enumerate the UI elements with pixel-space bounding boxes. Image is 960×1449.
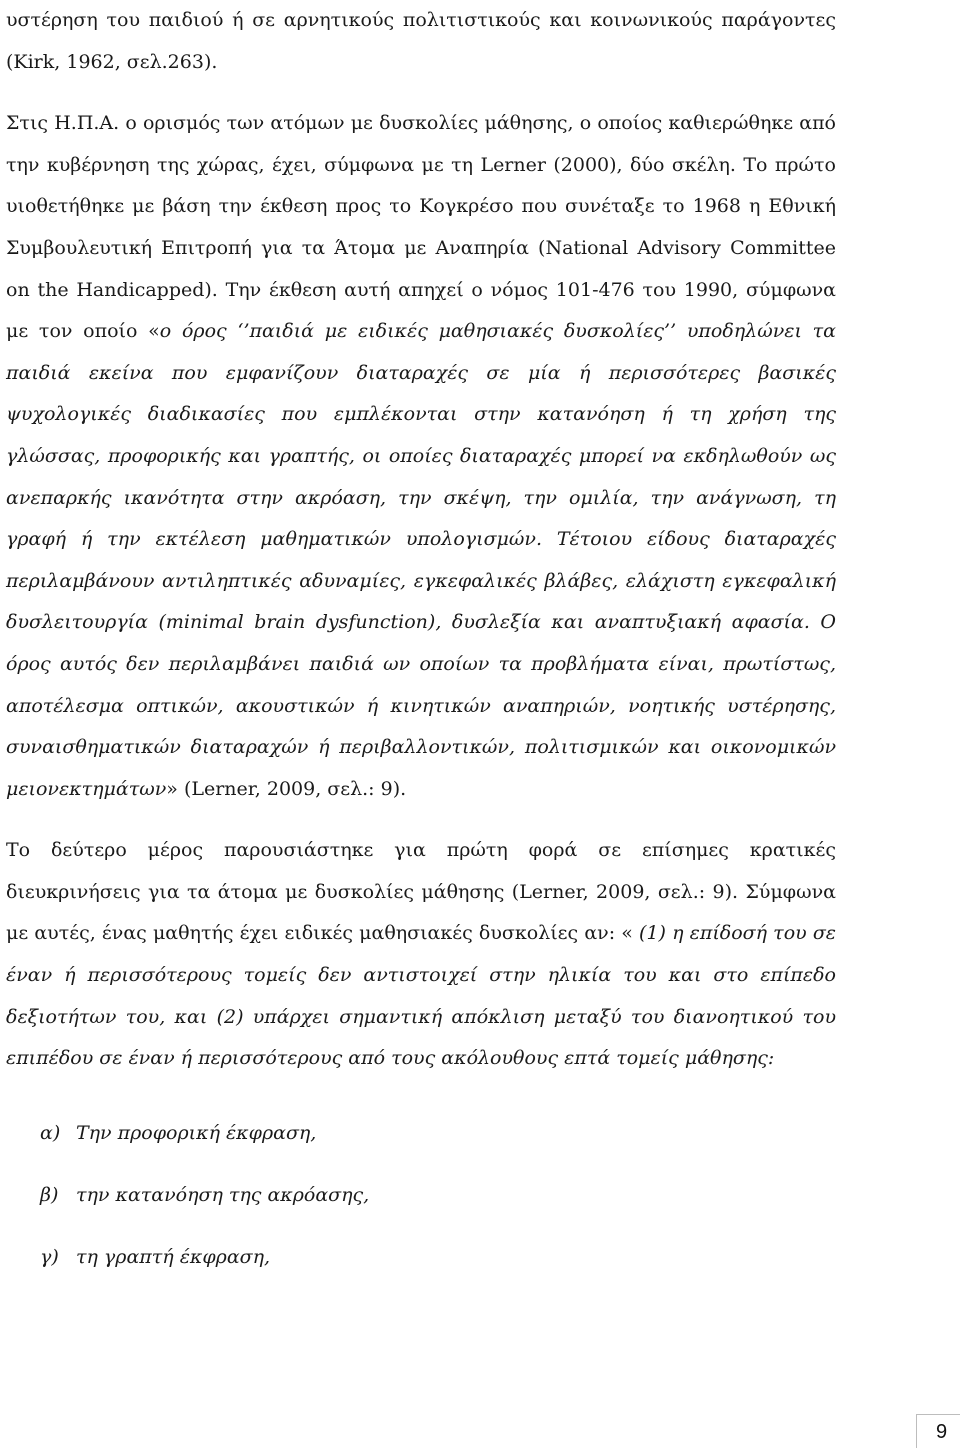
- list-item: [40, 1164, 836, 1226]
- learning-domains-list: [6, 1102, 836, 1288]
- list-item-marker: α): [40, 1121, 61, 1144]
- paragraph-1-text: υστέρηση του παιδιού ή σε αρνητικούς πολιτιστικούς και κοινωνικούς παράγοντες (Kirk, 1962, σελ.263).: [6, 9, 836, 73]
- list-item-marker: γ): [40, 1245, 59, 1268]
- list-item-marker: β): [40, 1183, 59, 1206]
- list-item-text: την κατανόηση της ακρόασης,: [76, 1183, 370, 1206]
- paragraph-2-quote: ο όρος ‘’παιδιά με ειδικές μαθησιακές δυσκολίες’’ υποδηλώνει τα παιδιά εκείνα που εμφανίζουν διαταραχές σε μία ή περισσότερες βασικές ψυχολογικές διαδικασίες που εμπλέκονται στην κατανόηση ή τη χρήση της γλώσσας, προφορικής και γραπτής, οι οποίες διαταραχές μπορεί να εκδηλωθούν ως ανεπαρκής ικανότητα στην ακρόαση, την σκέψη, την ομιλία, την ανάγνωση, τη γραφή ή την εκτέλεση μαθηματικών υπολογισμών. Τέτοιου είδους διαταραχές περιλαμβάνουν αντιληπτικές αδυναμίες, εγκεφαλικές βλάβες, ελάχιστη εγκεφαλική δυσλειτουργία (minimal brain dysfunction), δυσλεξία και αναπτυξιακή αφασία. Ο όρος αυτός δεν περιλαμβάνει παιδιά ων οποίων τα προβλήματα είναι, πρωτίστως, αποτέλεσμα οπτικών, ακουστικών ή κινητικών αναπηριών, νοητικής υστέρησης, συναισθηματικών διαταραχών ή περιβαλλοντικών, πολιτισμικών και οικονομικών μειονεκτημάτων: [6, 320, 836, 800]
- list-item-text: τη γραπτή έκφραση,: [76, 1245, 271, 1268]
- list-item-text: Την προφορική έκφραση,: [76, 1121, 317, 1144]
- paragraph-2-citation: » (Lerner, 2009, σελ.: 9).: [166, 777, 407, 800]
- page-number: 9: [916, 1414, 960, 1448]
- list-item: [40, 1226, 836, 1288]
- paragraph-3: [6, 830, 836, 1080]
- paragraph-2: [6, 103, 836, 810]
- paragraph-2-text: Στις Η.Π.Α. ο ορισμός των ατόμων με δυσκολίες μάθησης, ο οποίος καθιερώθηκε από την κυβέρνηση της χώρας, έχει, σύμφωνα με τη Lerner (2000), δύο σκέλη. Το πρώτο υιοθετήθηκε με βάση την έκθεση προς το Κογκρέσο που συνέταξε το 1968 η Εθνική Συμβουλευτική Επιτροπή για τα Άτομα με Αναπηρία (National Advisory Committee on the Handicapped). Την έκθεση αυτή απηχεί ο νόμος 101-476 του 1990, σύμφωνα με τον οποίο «: [6, 112, 836, 343]
- list-item: [40, 1102, 836, 1164]
- document-page: [6, 0, 836, 1288]
- paragraph-1: [6, 0, 836, 83]
- paragraph-3-text: Το δεύτερο μέρος παρουσιάστηκε για πρώτη φορά σε επίσημες κρατικές διευκρινήσεις για τα άτομα με δυσκολίες μάθησης (Lerner, 2009, σελ.: 9). Σύμφωνα με αυτές, ένας μαθητής έχει ειδικές μαθησιακές δυσκολίες αν: «: [6, 839, 836, 945]
- paragraph-3-quote: (1) η επίδοσή του σε έναν ή περισσότερους τομείς δεν αντιστοιχεί στην ηλικία του και στο επίπεδο δεξιοτήτων του, και (2) υπάρχει σημαντική απόκλιση μεταξύ του διανοητικού του επιπέδου σε έναν ή περισσότερους από τους ακόλουθους επτά τομείς μάθησης:: [6, 922, 837, 1070]
